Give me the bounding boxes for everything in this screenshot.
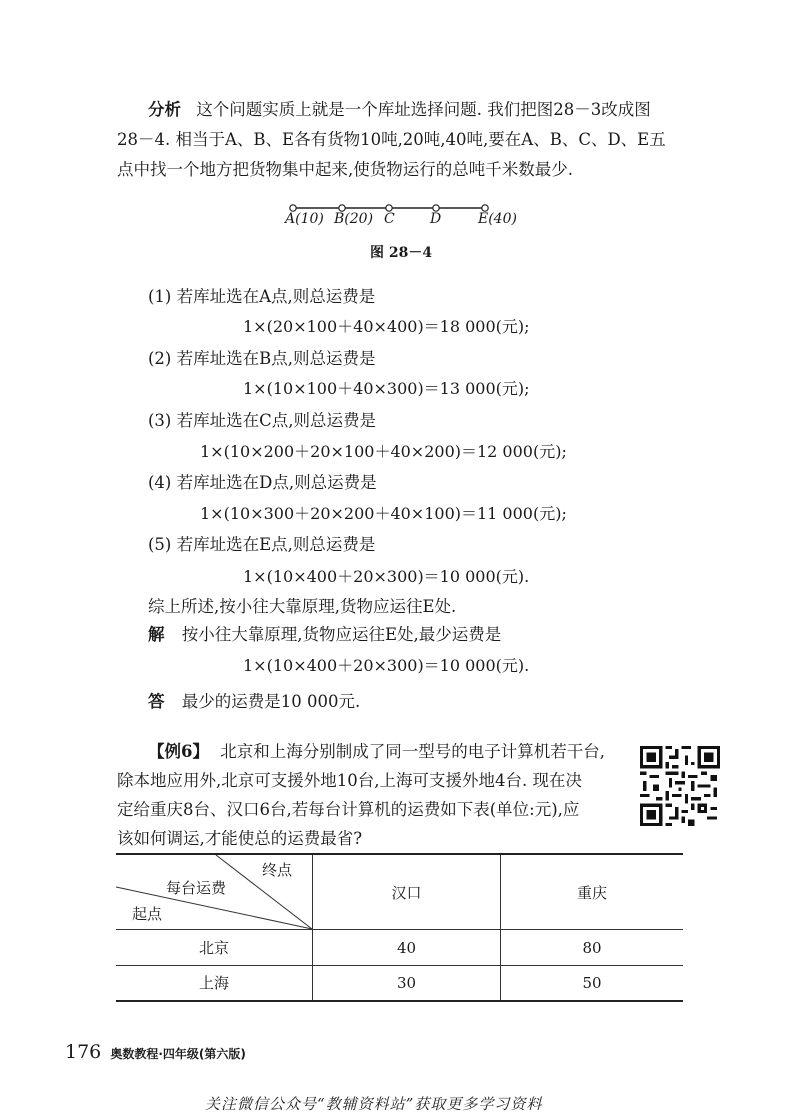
header-destination-label: 终点	[262, 861, 293, 879]
example-line-1: 【例6】 北京和上海分别制成了同一型号的电子计算机若干台,	[148, 742, 605, 761]
header-cost-label: 每台运费	[166, 879, 227, 897]
point-c-label: C	[384, 211, 395, 227]
point-a-label: A(10)	[285, 211, 324, 227]
column-header-chongqing: 重庆	[501, 854, 684, 930]
page-footer	[65, 1041, 246, 1063]
page-number: 176	[65, 1041, 102, 1063]
example-line-4: 该如何调运,才能使总的运费最省?	[117, 829, 363, 848]
example-line-3: 定给重庆8台、汉口6台,若每台计算机的运费如下表(单位:元),应	[117, 800, 580, 819]
case-4-label: (4) 若库址选在D点,则总运费是	[148, 473, 377, 492]
table-row	[116, 966, 683, 1001]
summary-text: 综上所述,按小往大靠原理,货物应运往E处.	[148, 597, 457, 616]
solution-line: 解 按小往大靠原理,货物应运往E处,最少运费是	[148, 625, 502, 644]
analysis-line-2: 28－4. 相当于A、B、E各有货物10吨,20吨,40吨,要在A、B、C、D、E五	[117, 130, 666, 149]
point-d-label: D	[430, 211, 442, 227]
row-label-shanghai: 上海	[116, 966, 313, 1001]
case-1-label: (1) 若库址选在A点,则总运费是	[148, 287, 376, 306]
book-title: 奥数教程·四年级(第六版)	[110, 1047, 246, 1061]
table-row	[116, 930, 683, 966]
analysis-line-3: 点中找一个地方把货物集中起来,使货物运行的总吨千米数最少.	[117, 160, 573, 179]
diagonal-header-cell	[116, 854, 313, 930]
qr-code[interactable]	[640, 746, 720, 826]
solution-label: 解	[148, 625, 165, 644]
analysis-line-1: 分析 这个问题实质上就是一个库址选择问题. 我们把图28－3改成图	[148, 100, 651, 119]
answer-label: 答	[148, 692, 165, 711]
cell-beijing-hankou: 40	[313, 930, 501, 966]
column-header-hankou: 汉口	[313, 854, 501, 930]
promo-text: 关注微信公众号“教辅资料站”获取更多学习资料	[205, 1095, 543, 1113]
row-label-beijing: 北京	[116, 930, 313, 966]
solution-formula: 1×(10×400＋20×300)＝10 000(元).	[243, 656, 530, 675]
point-b-label: B(20)	[334, 211, 374, 227]
figure-28-4-line	[0, 198, 800, 228]
table-header-row	[116, 854, 683, 930]
figure-caption: 图 28－4	[370, 245, 433, 261]
point-e-label: E(40)	[478, 211, 517, 227]
cell-beijing-chongqing: 80	[501, 930, 684, 966]
case-2-formula: 1×(10×100＋40×300)＝13 000(元);	[243, 379, 530, 398]
example-tag: 【例6】	[148, 742, 209, 761]
case-5-label: (5) 若库址选在E点,则总运费是	[148, 535, 376, 554]
case-3-formula: 1×(10×200＋20×100＋40×200)＝12 000(元);	[200, 442, 567, 461]
freight-table	[116, 853, 683, 1002]
case-1-formula: 1×(20×100＋40×400)＝18 000(元);	[243, 317, 530, 336]
case-2-label: (2) 若库址选在B点,则总运费是	[148, 349, 376, 368]
analysis-label: 分析	[148, 100, 181, 119]
case-3-label: (3) 若库址选在C点,则总运费是	[148, 411, 376, 430]
case-4-formula: 1×(10×300＋20×200＋40×100)＝11 000(元);	[200, 504, 567, 523]
example-line-2: 除本地应用外,北京可支援外地10台,上海可支援外地4台. 现在决	[117, 771, 582, 790]
header-origin-label: 起点	[132, 905, 163, 923]
cell-shanghai-hankou: 30	[313, 966, 501, 1001]
case-5-formula: 1×(10×400＋20×300)＝10 000(元).	[243, 567, 530, 586]
answer-line: 答 最少的运费是10 000元.	[148, 692, 361, 711]
cell-shanghai-chongqing: 50	[501, 966, 684, 1001]
